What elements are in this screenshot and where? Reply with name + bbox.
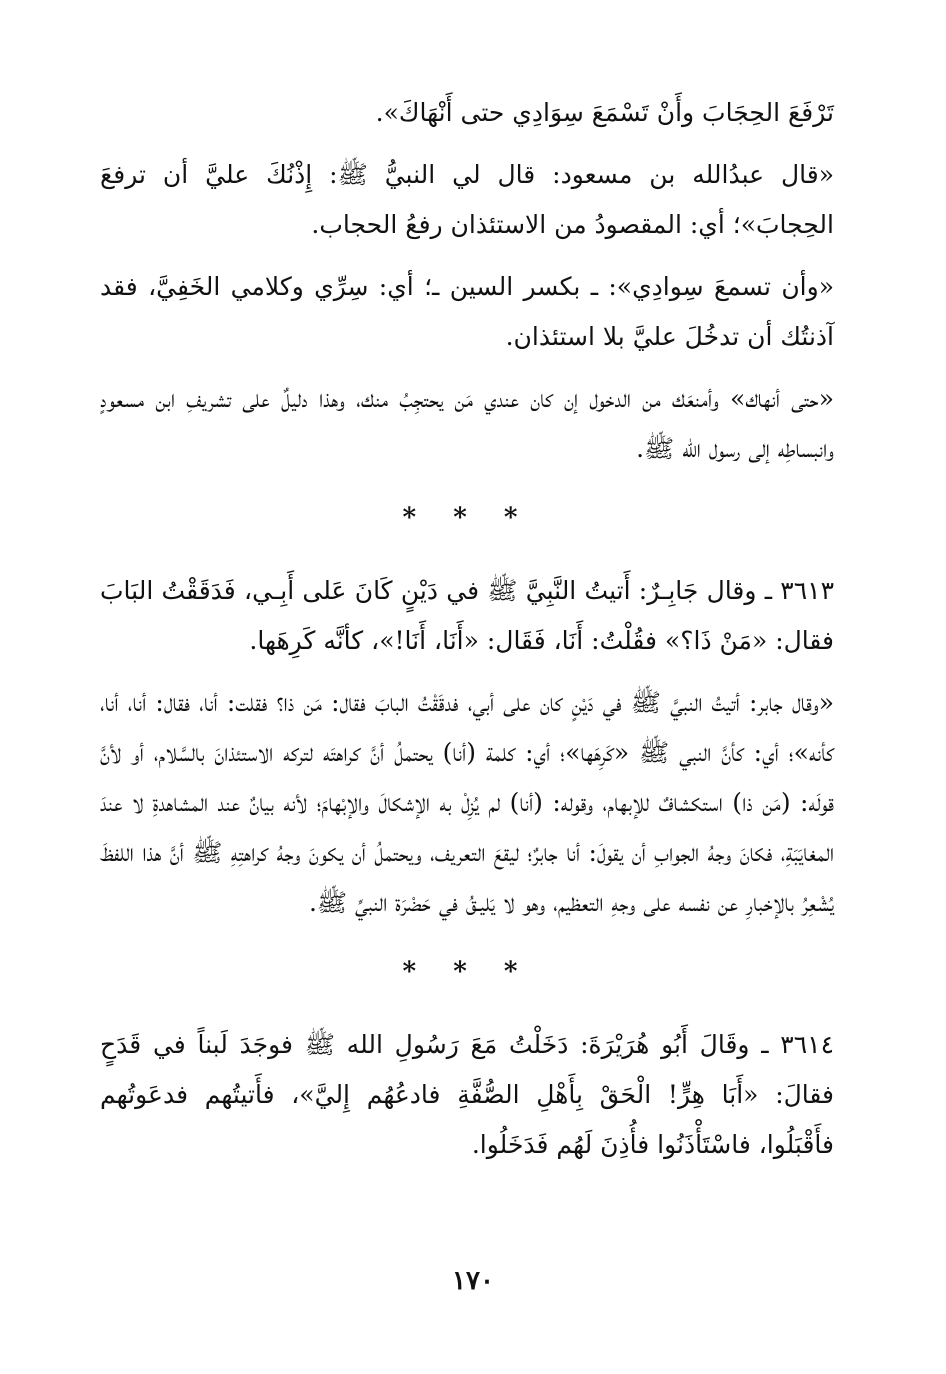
commentary-hadith-3613: «وقال جابر: أتيتُ النبيَّ ﷺ في دَيْنٍ كان على أبي، فدقَقْتُ البابَ فقال: مَن ذا؟ فقلت: أنا، فقال: أنا، أنا، كأنه»؛ أي: كأنَّ النبي ﷺ «كَرِهَها»؛ أي: كلمة (أنا) يحتملُ أنَّ كراهتَه لتركه الاستئذانَ بالسَّلام، أو لأنَّ قولَه: (مَن ذا) استكشافٌ للإبهام، وقوله: (أنا) لم يُزِلْ به الإشكالَ والإبْهامَ؛ لأنه بيانٌ عند المشاهدةِ لا عندَ المغايَبَةِ، فكانَ وجهُ الجوابِ أن يقولَ: أنا جابرٌ؛ ليقعَ التعريف، ويحتملُ أن يكونَ وجهُ كراهتِهِ ﷺ أنَّ هذا اللفظَ يُشْعِرُ بالإخبارِ عن نفسه على وجهِ التعظيم، وهو لا يَليـقُ في حَضْرَة النبيِّ ﷺ. — [100, 688, 834, 917]
commentary-paragraph-3: «حتى أنهاك» وأمنعَك من الدخول إن كان عندي مَن يحتجِبُ منك، وهذا دليلٌ على تشريفِ ابن مسعودٍ وانبساطِه إلى رسول الله ﷺ. — [100, 384, 834, 463]
section-separator-1: * * * — [402, 503, 532, 533]
section-separator-2: * * * — [402, 957, 532, 987]
page-number: ١٧٠ — [452, 1266, 494, 1296]
continuation-line: تَرْفَعَ الحِجَابَ وأَنْ تَسْمَعَ سِوَادِي حتى أَنْهَاكَ». — [375, 98, 834, 127]
hadith-3614: ٣٦١٤ ـ وقَالَ أَبُو هُرَيْرَةَ: دَخَلْتُ مَعَ رَسُولِ الله ﷺ فوجَدَ لَبناً في قَدَحٍ فقالَ: «أَبَا هِرٍّ! الْحَقْ بِأَهْلِ الصُّفَّةِ فادعُهُم إِليَّ»، فأَتيتُهم فدعَوتُهم فأَقْبَلُوا، فاسْتَأْذَنُوا فأُذِنَ لَهُم فَدَخَلُوا. — [100, 1030, 834, 1159]
commentary-paragraph-2: «وأن تسمعَ سِوادِي»: ـ بكسر السين ـ؛ أي: سِرِّي وكلامي الخَفِيَّ، فقد آذنتُك أن تدخُلَ عليَّ بلا استئذان. — [100, 272, 834, 351]
commentary-paragraph-1: «قال عبدُالله بن مسعود: قال لي النبيُّ ﷺ: إِذْنُكَ عليَّ أن ترفعَ الحِجابَ»؛ أي: المقصودُ من الاستئذان رفعُ الحجاب. — [100, 160, 834, 239]
hadith-3613: ٣٦١٣ ـ وقال جَابِـرٌ: أَتيتُ النَّبِيَّ ﷺ في دَيْنٍ كَانَ عَلى أَبِـي، فَدَقَقْتُ البَابَ فقال: «مَنْ ذَا؟» فقُلْتُ: أَنَا، فَقَال: «أَنَا، أَنَا!»، كأنَّه كَرِهَها. — [100, 576, 834, 655]
